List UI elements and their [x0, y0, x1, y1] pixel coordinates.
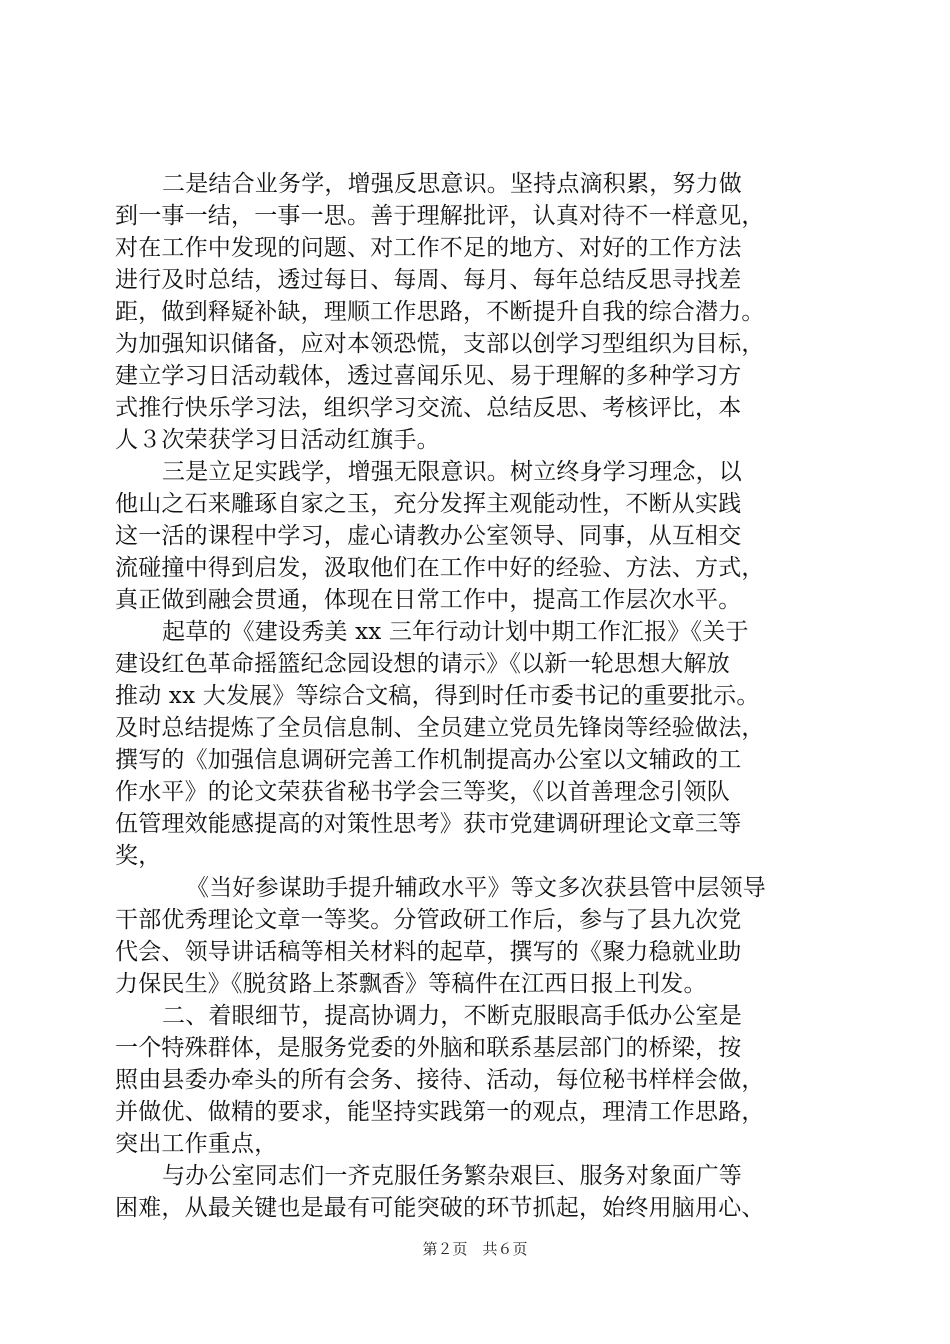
text-line: 困难，从最关键也是最有可能突破的环节抓起，始终用脑用心、 [115, 1195, 765, 1221]
text-line: 干部优秀理论文章一等奖。分管政研工作后，参与了县九次党 [115, 907, 742, 933]
text-line: 三是立足实践学，增强无限意识。树立终身学习理念，以 [162, 459, 742, 485]
text-line: 伍管理效能感提高的对策性思考》获市党建调研理论文章三等 [115, 811, 742, 837]
text-line: 对在工作中发现的问题、对工作不足的地方、对好的工作方法 [115, 235, 742, 261]
text-line: 奖， [115, 843, 162, 869]
text-line: 为加强知识储备，应对本领恐慌，支部以创学习型组织为目标， [115, 331, 765, 357]
text-line: 这一活的课程中学习，虚心请教办公室领导、同事，从互相交 [115, 523, 742, 549]
text-line: 并做优、做精的要求，能坚持实践第一的观点，理清工作思路， [115, 1099, 765, 1125]
text-line: 一个特殊群体，是服务党委的外脑和联系基层部门的桥梁，按 [115, 1035, 742, 1061]
text-line: 力保民生》《脱贫路上茶飘香》等稿件在江西日报上刊发。 [115, 971, 707, 997]
paragraph-3 [115, 616, 835, 872]
text-line: 流碰撞中得到启发，汲取他们在工作中好的经验、方法、方式， [115, 555, 765, 581]
text-line: 式推行快乐学习法，组织学习交流、总结反思、考核评比，本 [115, 395, 742, 421]
text-line: 推动 xx 大发展》等综合文稿，得到时任市委书记的重要批示。 [115, 683, 760, 709]
text-line: 真正做到融会贯通，体现在日常工作中，提高工作层次水平。 [115, 587, 742, 613]
text-line: 二是结合业务学，增强反思意识。坚持点滴积累，努力做 [162, 171, 742, 197]
text-line: 他山之石来雕琢自家之玉，充分发挥主观能动性，不断从实践 [115, 491, 742, 517]
text-line: 《当好参谋助手提升辅政水平》等文多次获县管中层领导 [186, 875, 766, 901]
paragraph-5 [115, 1000, 835, 1160]
text-line: 作水平》的论文荣获省秘书学会三等奖，《以首善理念引领队 [115, 779, 730, 805]
text-line: 建设红色革命摇篮纪念园设想的请示》《以新一轮思想大解放 [115, 651, 730, 677]
text-line: 撰写的《加强信息调研完善工作机制提高办公室以文辅政的工 [115, 747, 742, 773]
text-line: 照由县委办牵头的所有会务、接待、活动，每位秘书样样会做， [115, 1067, 765, 1093]
page-number-footer: 第２页 共６页 [422, 1240, 528, 1258]
text-line: 距，做到释疑补缺，理顺工作思路，不断提升自我的综合潜力。 [115, 299, 765, 325]
text-line: 二、着眼细节，提高协调力，不断克服眼高手低办公室是 [162, 1003, 742, 1029]
text-line: 起草的《建设秀美 xx 三年行动计划中期工作汇报》《关于 [162, 619, 749, 645]
paragraph-4 [115, 872, 835, 1000]
paragraph-1 [115, 168, 835, 456]
text-line: 突出工作重点， [115, 1131, 278, 1157]
text-line: 人３次荣获学习日活动红旗手。 [115, 427, 440, 453]
paragraph-6 [115, 1160, 835, 1224]
text-line: 建立学习日活动载体，透过喜闻乐见、易于理解的多种学习方 [115, 363, 742, 389]
paragraph-2 [115, 456, 835, 616]
text-line: 及时总结提炼了全员信息制、全员建立党员先锋岗等经验做法， [115, 715, 765, 741]
text-line: 与办公室同志们一齐克服任务繁杂艰巨、服务对象面广等 [162, 1163, 742, 1189]
text-line: 进行及时总结，透过每日、每周、每月、每年总结反思寻找差 [115, 267, 742, 293]
document-body [115, 168, 835, 1224]
text-line: 到一事一结，一事一思。善于理解批评，认真对待不一样意见， [115, 203, 765, 229]
text-line: 代会、领导讲话稿等相关材料的起草，撰写的《聚力稳就业助 [115, 939, 742, 965]
